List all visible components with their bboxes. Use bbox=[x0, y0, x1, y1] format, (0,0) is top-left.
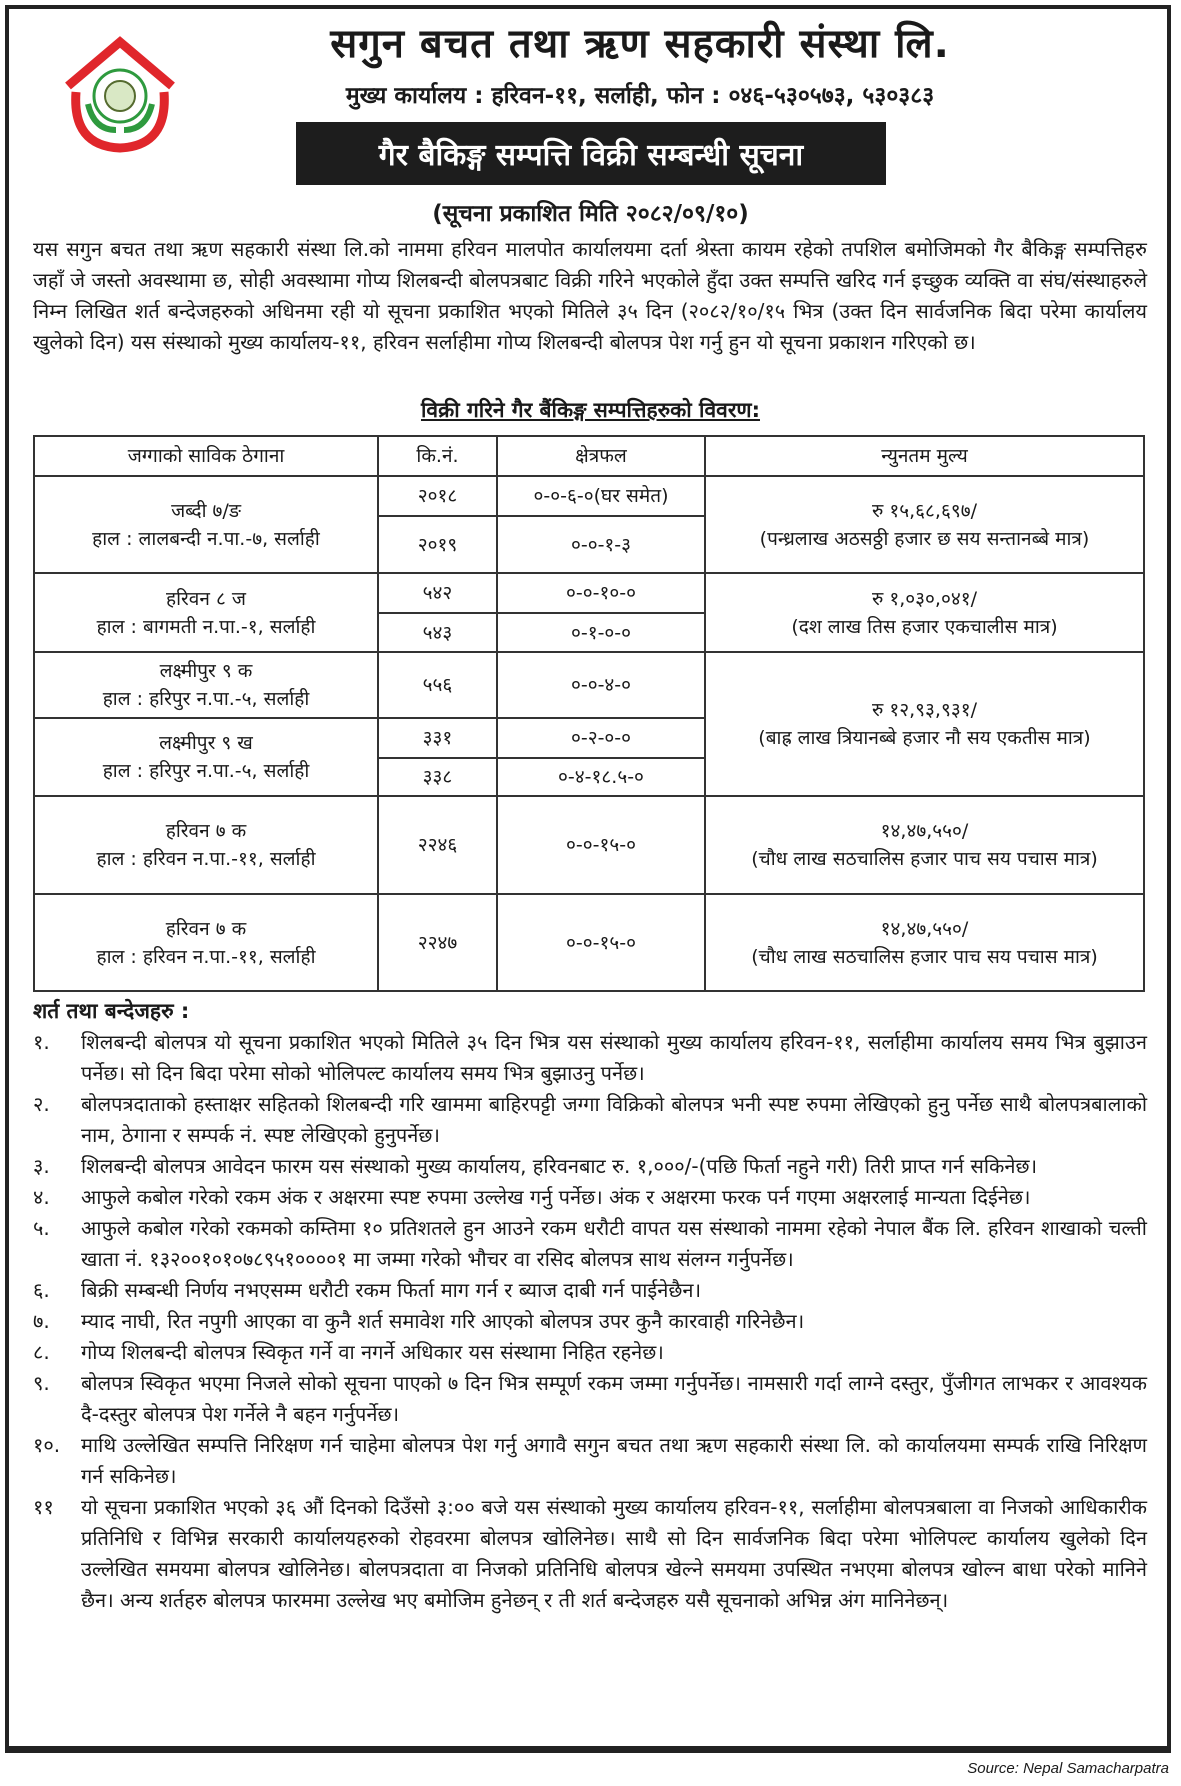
area-cell: ०-०-१०-० bbox=[497, 573, 705, 613]
table-row bbox=[34, 573, 1144, 613]
table-header-row bbox=[34, 436, 1144, 476]
term-text: बिक्री सम्बन्धी निर्णय नभएसम्म धरौटी रकम फिर्ता माग गर्न र ब्याज दाबी गर्न पाईनेछैन। bbox=[81, 1278, 702, 1302]
header-area: क्षेत्रफल bbox=[497, 436, 705, 476]
area-cell: ०-४-१८.५-० bbox=[497, 758, 705, 796]
location-cell: हरिवन ८ ज हाल : बागमती न.पा.-१, सर्लाही bbox=[34, 573, 378, 652]
term-text: बोलपत्र स्विकृत भएमा निजले सोको सूचना पाएको ७ दिन भित्र सम्पूर्ण रकम जम्मा गर्नुपर्नेछ। नामसारी गर्दा लाग्ने दस्तुर, पुँजीगत लाभकर र आवश्यक दै-दस्तुर बोलपत्र पेश गर्नेले नै बहन गर्नुपर्नेछ। bbox=[81, 1371, 1147, 1426]
table-row bbox=[34, 796, 1144, 894]
kitta-cell: २०१९ bbox=[378, 516, 497, 573]
term-number: २. bbox=[33, 1092, 50, 1116]
location-cell: हरिवन ७ क हाल : हरिवन न.पा.-११, सर्लाही bbox=[34, 894, 378, 991]
table-row bbox=[34, 894, 1144, 991]
kitta-cell: २२४७ bbox=[378, 894, 497, 991]
terms-section bbox=[33, 996, 1147, 1616]
term-text: गोप्य शिलबन्दी बोलपत्र स्विकृत गर्ने वा नगर्ने अधिकार यस संस्थामा निहित रहनेछ। bbox=[81, 1340, 664, 1364]
term-number: ९. bbox=[33, 1371, 50, 1395]
term-text: आफुले कबोल गरेको रकमको कम्तिमा १० प्रतिशतले हुन आउने रकम धरौटी वापत यस संस्थाको नाममा रहेको नेपाल बैंक लि. हरिवन शाखाको चल्ती खाता नं. १३२००१०१०७८९५१००००१ मा जम्मा गरेको भौचर वा रसिद बोलपत्र साथ संलग्न गर्नुपर्नेछ। bbox=[81, 1216, 1147, 1271]
price-cell: रु १२,९३,९३१/ (बाह्र लाख त्रियानब्बे हजार नौ सय एकतीस मात्र) bbox=[705, 652, 1144, 796]
term-text: शिलबन्दी बोलपत्र आवेदन फारम यस संस्थाको मुख्य कार्यालय, हरिवनबाट रु. १,०००/-(पछि फिर्ता नहुने गरी) तिरी प्राप्त गर्न सकिनेछ। bbox=[81, 1154, 1038, 1178]
terms-heading: शर्त तथा बन्देजहरु : bbox=[33, 999, 190, 1023]
term-text: माथि उल्लेखित सम्पत्ति निरिक्षण गर्न चाहेमा बोलपत्र पेश गर्नु अगावै सगुन बचत तथा ऋण सहकारी संस्था लि. को कार्यालयमा सम्पर्क राखि निरिक्षण गर्न सकिनेछ। bbox=[81, 1433, 1147, 1488]
price-cell: रु १५,६८,६९७/ (पन्ध्रलाख अठसठ्ठी हजार छ सय सन्तानब्बे मात्र) bbox=[705, 476, 1144, 573]
term-number: ६. bbox=[33, 1278, 50, 1302]
term-item bbox=[33, 1306, 1147, 1337]
term-item bbox=[33, 1151, 1147, 1182]
terms-list bbox=[33, 1027, 1147, 1616]
location-cell: जब्दी ७/ङ हाल : लालबन्दी न.पा.-७, सर्लाही bbox=[34, 476, 378, 573]
area-cell: ०-०-१५-० bbox=[497, 796, 705, 894]
term-item bbox=[33, 1027, 1147, 1089]
kitta-cell: ५४३ bbox=[378, 613, 497, 652]
area-cell: ०-०-४-० bbox=[497, 652, 705, 718]
price-cell: रु १,०३०,०४१/ (दश लाख तिस हजार एकचालीस मात्र) bbox=[705, 573, 1144, 652]
term-text: बोलपत्रदाताको हस्ताक्षर सहितको शिलबन्दी गरि खाममा बाहिरपट्टी जग्गा विक्रिको बोलपत्र भनी स्पष्ट रुपमा लेखिएको हुनु पर्नेछ साथै बोलपत्रबालाको नाम, ठेगाना र सम्पर्क नं. स्पष्ट लेखिएको हुनुपर्नेछ। bbox=[81, 1092, 1147, 1147]
table-row bbox=[34, 652, 1144, 718]
term-item bbox=[33, 1089, 1147, 1151]
kitta-cell: ५४२ bbox=[378, 573, 497, 613]
term-number: ४. bbox=[33, 1185, 50, 1209]
term-number: ८. bbox=[33, 1340, 50, 1364]
term-item bbox=[33, 1213, 1147, 1275]
location-cell: हरिवन ७ क हाल : हरिवन न.पा.-११, सर्लाही bbox=[34, 796, 378, 894]
kitta-cell: ३३१ bbox=[378, 718, 497, 758]
cooperative-logo-icon bbox=[58, 34, 183, 154]
term-item bbox=[33, 1275, 1147, 1306]
area-cell: ०-१-०-० bbox=[497, 613, 705, 652]
kitta-cell: २०१८ bbox=[378, 476, 497, 516]
price-cell: १४,४७,५५०/ (चौध लाख सठचालिस हजार पाच सय पचास मात्र) bbox=[705, 894, 1144, 991]
notice-title: गैर बैकिङ्ग सम्पत्ति विक्री सम्बन्धी सूचना bbox=[378, 138, 804, 173]
term-item bbox=[33, 1492, 1147, 1616]
notice-title-banner bbox=[296, 122, 886, 185]
area-cell: ०-२-०-० bbox=[497, 718, 705, 758]
term-number: ११ bbox=[33, 1495, 54, 1519]
term-text: शिलबन्दी बोलपत्र यो सूचना प्रकाशित भएको मितिले ३५ दिन भित्र यस संस्थाको मुख्य कार्यालय हरिवन-११, सर्लाहीमा कार्यालय समय भित्र बुझाउन पर्नेछ। सो दिन बिदा परेमा सोको भोलिपल्ट कार्यालय समय भित्र बुझाउनु पर्नेछ। bbox=[81, 1030, 1147, 1085]
office-contact: मुख्य कार्यालय : हरिवन-११, सर्लाही, फोन : ०४६-५३०५७३, ५३०३८३ bbox=[345, 83, 935, 109]
header-kitta: कि.नं. bbox=[378, 436, 497, 476]
kitta-cell: २२४६ bbox=[378, 796, 497, 894]
term-item bbox=[33, 1337, 1147, 1368]
published-date: (सूचना प्रकाशित मिति २०८२/०९/१०) bbox=[432, 201, 749, 227]
table-title: विक्री गरिने गैर बैंकिङ्ग सम्पत्तिहरुको विवरण: bbox=[420, 398, 760, 422]
term-number: ३. bbox=[33, 1154, 50, 1178]
term-item bbox=[33, 1182, 1147, 1213]
table-row bbox=[34, 476, 1144, 516]
kitta-cell: ५५६ bbox=[378, 652, 497, 718]
property-table bbox=[33, 435, 1145, 992]
term-text: यो सूचना प्रकाशित भएको ३६ औं दिनको दिउँसो ३:०० बजे यस संस्थाको मुख्य कार्यालय हरिवन-११, सर्लाहीमा बोलपत्रबाला वा निजको आधिकारीक प्रतिनिधि र विभिन्न सरकारी कार्यालयहरुको रोहवरमा बोलपत्र खोलिनेछ। साथै सो दिन सार्वजनिक बिदा परेमा भोलिपल्ट कार्यालय खुलेको दिन उल्लेखित समयमा बोलपत्र खोलिनेछ। बोलपत्रदाता वा निजको प्रतिनिधि बोलपत्र खेल्ने समयमा उपस्थित नभएमा बोलपत्र खोल्न बाधा परेको मानिने छैन। अन्य शर्तहरु बोलपत्र फारममा उल्लेख भए बमोजिम हुनेछन् र ती शर्त बन्देजहरु यसै सूचनाको अभिन्न अंग मानिनेछन्। bbox=[81, 1495, 1147, 1612]
header-min-price: न्युनतम मुल्य bbox=[705, 436, 1144, 476]
area-cell: ०-०-१-३ bbox=[497, 516, 705, 573]
term-item bbox=[33, 1368, 1147, 1430]
organization-name: सगुन बचत तथा ऋण सहकारी संस्था लि. bbox=[330, 21, 950, 67]
area-cell: ०-०-६-०(घर समेत) bbox=[497, 476, 705, 516]
term-number: १. bbox=[33, 1030, 50, 1054]
term-number: १०. bbox=[33, 1433, 61, 1457]
area-cell: ०-०-१५-० bbox=[497, 894, 705, 991]
term-text: म्याद नाघी, रित नपुगी आएका वा कुनै शर्त समावेश गरि आएको बोलपत्र उपर कुनै कारवाही गरिनेछैन। bbox=[81, 1309, 805, 1333]
term-text: आफुले कबोल गरेको रकम अंक र अक्षरमा स्पष्ट रुपमा उल्लेख गर्नु पर्नेछ। अंक र अक्षरमा फरक पर्न गएमा अक्षरलाई मान्यता दिईनेछ। bbox=[81, 1185, 1031, 1209]
location-cell: लक्ष्मीपुर ९ ख हाल : हरिपुर न.पा.-५, सर्लाही bbox=[34, 718, 378, 796]
term-item bbox=[33, 1430, 1147, 1492]
kitta-cell: ३३८ bbox=[378, 758, 497, 796]
term-number: ७. bbox=[33, 1309, 50, 1333]
term-number: ५. bbox=[33, 1216, 50, 1240]
source-credit: Source: Nepal Samacharpatra bbox=[967, 1760, 1169, 1777]
price-cell: १४,४७,५५०/ (चौध लाख सठचालिस हजार पाच सय पचास मात्र) bbox=[705, 796, 1144, 894]
location-cell: लक्ष्मीपुर ९ क हाल : हरिपुर न.पा.-५, सर्लाही bbox=[34, 652, 378, 718]
header-location: जग्गाको साविक ठेगाना bbox=[34, 436, 378, 476]
intro-paragraph: यस सगुन बचत तथा ऋण सहकारी संस्था लि.को नाममा हरिवन मालपोत कार्यालयमा दर्ता श्रेस्ता कायम रहेको तपशिल बमोजिमको गैर बैकिङ्ग सम्पत्तिहरु जहाँ जे जस्तो अवस्थामा छ, सोही अवस्थामा गोप्य शिलबन्दी बोलपत्रबाट विक्री गरिने भएकोले हुँदा उक्त सम्पत्ति खरिद गर्न इच्छुक व्यक्ति वा संघ/संस्थाहरुले निम्न लिखित शर्त बन्देजहरुको अधिनमा रही यो सूचना प्रकाशित भएको मितिले ३५ दिन (२०८२/१०/१५ भित्र (उक्त दिन सार्वजनिक बिदा परेमा कार्यालय खुलेको दिन) यस संस्थाको मुख्य कार्यालय-११, हरिवन सर्लाहीमा गोप्य शिलबन्दी बोलपत्र पेश गर्नु हुन यो सूचना प्रकाशन गरिएको छ। bbox=[33, 237, 1147, 354]
